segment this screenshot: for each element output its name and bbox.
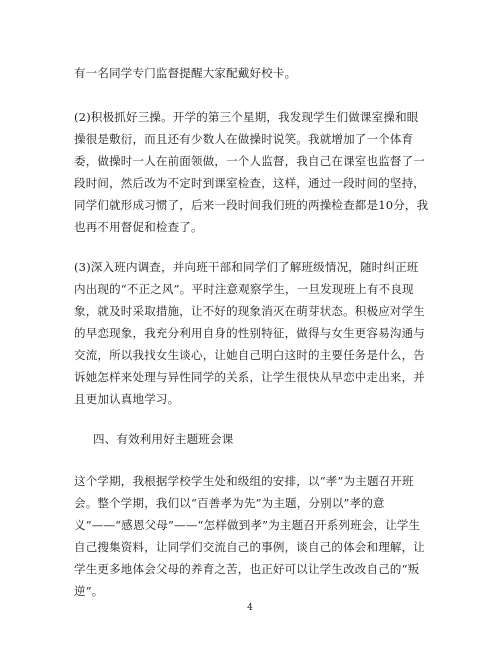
paragraph-class-survey: (3)深入班内调查，并向班干部和同学们了解班级情况，随时纠正班内出现的“不正之风”。平时注意观察学生，一旦发现班上有不良现象，就及时采取措施，让不好的现象消灭在萌芽状态。积极应对学生的早恋现象，我充分利用自身的性别特征，做得与女生更容易沟通与交流，所以我找女生谈心，让她自己明白这时的主要任务是什么，告诉她怎样来处理与异性同学的关系，让学生很快从早恋中走出来，并且更加认真地学习。 <box>74 260 425 406</box>
paragraph-school-card: 有一名同学专门监督提醒大家配戴好校卡。 <box>74 66 297 80</box>
section-heading: 四、有效利用好主题班会课 <box>93 432 234 446</box>
paragraph-three-exercises: (2)积极抓好三操。开学的第三个星期，我发现学生们做课室操和眼操很是敷衍，而且还有少数人在做操时说笑。我就增加了一个体育委，做操时一人在前面领做，一个人监督，我自己在课室也监督了一段时间，然后改为不定时到课室检查，这样，通过一段时间的坚持，同学们就形成习惯了，后来一段时间我们班的两操检查都是10分，我也再不用督促和检查了。 <box>74 110 429 234</box>
paragraph-theme-class-meeting: 这个学期，我根据学校学生处和级组的安排，以“孝”为主题召开班会。整个学期，我们以“百善孝为先”为主题，分别以”孝的意义”——“感恩父母”——“怎样做到孝”为主题召开系列班会，让学生自己搜集资料，让同学们交流自己的事例，谈自己的体会和理解，让学生更多地体会父母的养育之苦，也正好可以让学生改改自己的“叛逆”。 <box>74 474 425 598</box>
page-number: 4 <box>247 603 253 613</box>
